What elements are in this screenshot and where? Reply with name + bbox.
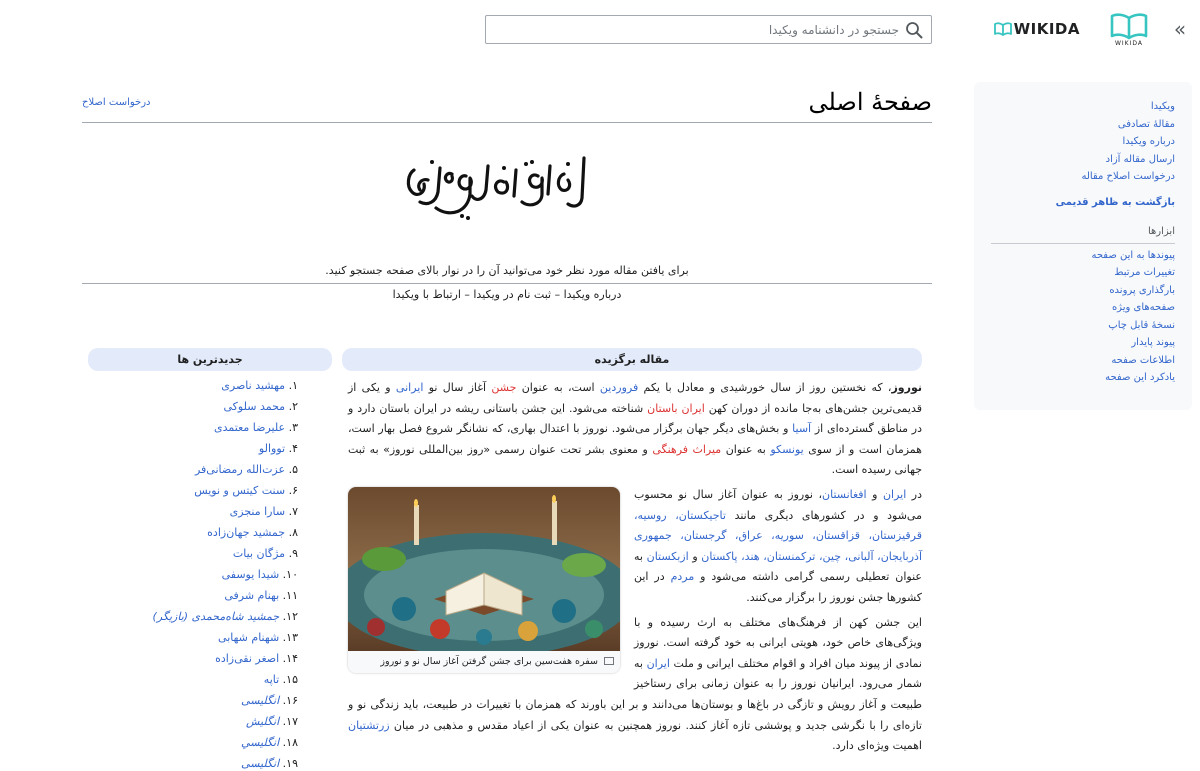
tools-list [991,247,1175,387]
list-item: ۱۱. بهنام شرفی [224,589,298,602]
sidebar-item-request-fix[interactable]: درخواست اصلاح مقاله [1081,171,1175,182]
newest-link[interactable]: جمشید شاه‌محمدی (بازیگر) [152,610,280,623]
enlarge-icon[interactable] [604,657,614,665]
header [0,0,1200,64]
link-asia[interactable]: آسیا [792,422,812,436]
featured-paragraph-1: نوروز، که نخستین روز از سال خورشیدی و معادل با یکم فروردین است، به عنوان جشن آغاز سال نو ایرانی و یکی از قدیمی‌ترین جشن‌های به‌جا مانده از دوران کهن ایران باستان شناخته می‌شود. این جشن باستانی ریشه در ایران باستان دارد و در مناطق گسترده‌ای از آسیا و بخش‌های دیگر جهان برگزار می‌شود. نوروز با اعتدال بهاری، که نشانگر شروع فصل بهار است، همزمان است و از سوی یونسکو به عنوان میراث فرهنگی و معنوی بشر تحت عنوان رسمی «روز بین‌المللی نوروز» به ثبت جهانی رسیده است. [348,381,923,477]
logo-caption: WIKIDA [1114,40,1144,47]
link-cultural-heritage[interactable]: میراث فرهنگی [652,442,722,456]
tool-permanent-link[interactable]: پیوند پایدار [1131,337,1175,348]
newest-link[interactable]: عزت‌الله رمضانی‌فر [194,463,286,476]
newest-link[interactable]: انگلیسی [241,757,280,770]
newest-link[interactable]: تاپه [263,673,280,686]
newest-link[interactable]: تووالو [258,442,286,455]
link-farvardin[interactable]: فروردین [599,381,639,394]
link-uzbekistan[interactable]: ازبکستان [646,549,689,563]
wikida-logo[interactable] [1106,10,1152,50]
link-zoroastrians[interactable]: زرتشتیان [348,718,390,732]
newest-link[interactable]: مژگان بیات [232,547,286,560]
page-title: صفحهٔ اصلی [808,88,932,116]
newest-link[interactable]: انگلیسی [241,694,280,707]
wordmark-book-icon [994,22,1012,36]
main-content [82,82,932,771]
newest-link[interactable]: شهنام شهابی [218,631,280,644]
newest-link[interactable]: مهشید ناصری [221,379,286,392]
featured-article-header: مقاله برگزیده [342,348,922,371]
list-item: ۲. محمد سلوکی [223,400,298,413]
link-irani[interactable]: ایرانی [395,381,424,394]
article-subject: نوروز [891,381,922,394]
sidebar-item-random-article[interactable]: مقالهٔ تصادفی [1117,118,1175,130]
list-item: ۶. سنت کیتس و نویس [194,484,298,497]
tool-upload-file[interactable]: بارگذاری پرونده [1109,284,1175,296]
sidebar [974,82,1192,410]
newest-link[interactable]: سارا منجزی [229,505,286,518]
title-divider [82,122,932,123]
sidebar-item-about[interactable]: درباره ویکیدا [1122,136,1175,147]
list-item: ۱۶. انگلیسی [241,694,298,707]
list-item: ۱۴. اصغر نقی‌زاده [215,652,298,665]
figure-caption: سفره هفت‌سین برای جشن گرفتن آغاز سال نو و نوروز [348,651,620,673]
tool-what-links-here[interactable]: پیوندها به این صفحه [1091,249,1175,261]
list-item: ۱۸. انگلیسي [241,736,298,749]
list-item: ۱۰. شیدا یوسفی [221,568,298,581]
link-jashn[interactable]: جشن [491,381,517,394]
list-item: ۱۹. انگلیسی [241,757,298,770]
newest-link[interactable]: شیدا یوسفی [221,568,280,581]
list-item: ۱. مهشید ناصری [221,379,298,392]
link-people[interactable]: مردم [670,570,695,584]
search-box[interactable] [485,15,932,44]
wordmark-text: WIKIDA [1013,20,1080,38]
tool-page-info[interactable]: اطلاعات صفحه [1111,354,1175,366]
list-item: ۷. سارا منجزی [229,505,298,518]
newest-link[interactable]: محمد سلوکی [223,400,286,413]
haftseen-figure[interactable] [348,487,620,673]
request-fix-link[interactable]: درخواست اصلاح [82,97,151,108]
book-logo-icon [1106,10,1152,40]
list-item: ۱۳. شهنام شهابی [218,631,298,644]
link-iran-bastan[interactable]: ایران باستان [647,401,705,415]
tool-cite-page[interactable]: یادکرد این صفحه [1105,372,1175,383]
tool-special-pages[interactable]: صفحه‌های ویژه [1111,302,1175,313]
newest-link[interactable]: انگلیسي [241,736,280,749]
collapse-sidebar-icon[interactable]: » [1173,17,1187,41]
newest-link[interactable]: اصغر نقی‌زاده [215,652,280,665]
newest-link[interactable]: انگلیش [245,715,280,728]
tool-printable-version[interactable]: نسخهٔ قابل چاپ [1108,319,1175,331]
search-input[interactable] [494,23,899,37]
newest-list [88,375,298,771]
link-iran-2[interactable]: ایران [646,656,670,670]
link-iran[interactable]: ایران [882,487,907,501]
list-item: ۹. مژگان بیات [232,547,298,560]
haftseen-image [348,487,620,651]
link-unesco[interactable]: یونسکو [770,442,804,456]
tools-heading: ابزارها [991,223,1175,244]
wordmark[interactable] [994,18,1080,40]
about-links[interactable]: درباره ویکیدا – ثبت نام در ویکیدا – ارتباط با ویکیدا [392,288,622,301]
intro-divider [82,283,932,284]
newest-link[interactable]: جمشید جهان‌زاده [207,526,286,539]
featured-paragraph-2: در ایران و افغانستان، نوروز به عنوان آغاز سال نو محسوب می‌شود و در کشورهای دیگری مانند تاجیکستان، روسیه، قرقیزستان، قزاقستان، سوریه، عراق، گرجستان، جمهوری آذربایجان، آلبانی، چین، ترکمنستان، هند، پاکستان و ازبکستان به عنوان تعطیلی رسمی گرامی داشته می‌شود و مردم در این کشورها جشن نوروز را برگزار می‌کنند. [634,487,922,604]
intro-text: برای یافتن مقاله مورد نظر خود می‌توانید آن را در نوار بالای صفحه جستجو کنید. [325,264,689,277]
featured-paragraph-3: این جشن کهن از فرهنگ‌های مختلف به ارث رسیده و با ویژگی‌های خاص خود، هویتی ایرانی به خود گرفته است. نوروز نمادی از پیوند میان افراد و اقوام مختلف ایرانی و ملت ایران به شمار می‌رود. ایرانیان نوروز را به عنوان زمانی برای رستاخیز طبیعت و آغاز رویش و تازگی در باغ‌ها و بوستان‌ها می‌دانند و بر این باورند که همزمان با تغییرات در طبیعت، باید زندگی نو و تازه‌ای را با نگرشی جدید و پوششی تازه آغاز کنند. نوروز همچنین به عنوان یکی از اعیاد مقدس و مذهبی در میان زرتشتیان اهمیت ویژه‌ای دارد. [348,615,922,753]
list-item: ۸. جمشید جهان‌زاده [207,526,298,539]
list-item: ۱۵. تاپه [263,673,298,686]
search-icon[interactable] [905,21,923,39]
sidebar-nav [991,98,1175,186]
newest-header: جدیدترین ها [88,348,332,371]
tool-related-changes[interactable]: تغییرات مرتبط [1114,267,1175,278]
sidebar-item-submit-article[interactable]: ارسال مقاله آزاد [1105,153,1175,165]
list-item: ۴. تووالو [258,442,298,455]
link-countries[interactable]: تاجیکستان، روسیه، قرقیزستان، قزاقستان، سوریه، عراق، گرجستان، جمهوری آذربایجان، آلبانی، چین، ترکمنستان، هند، پاکستان [634,508,922,563]
list-item: ۳. علیرضا معتمدی [214,421,298,434]
calligraphy-logo [392,146,602,236]
link-afghanistan[interactable]: افغانستان [822,487,867,501]
list-item: ۱۷. انگلیش [245,715,298,728]
list-item: ۱۲. جمشید شاه‌محمدی (بازیگر) [152,610,298,623]
sidebar-item-wikida[interactable]: ویکیدا [1150,101,1175,112]
classic-skin-link[interactable]: بازگشت به ظاهر قدیمی [1055,196,1175,208]
newest-link[interactable]: بهنام شرفی [224,589,280,602]
list-item: ۵. عزت‌الله رمضانی‌فر [194,463,298,476]
newest-link[interactable]: سنت کیتس و نویس [194,484,286,497]
featured-article-body [348,378,922,761]
newest-link[interactable]: علیرضا معتمدی [214,421,286,434]
